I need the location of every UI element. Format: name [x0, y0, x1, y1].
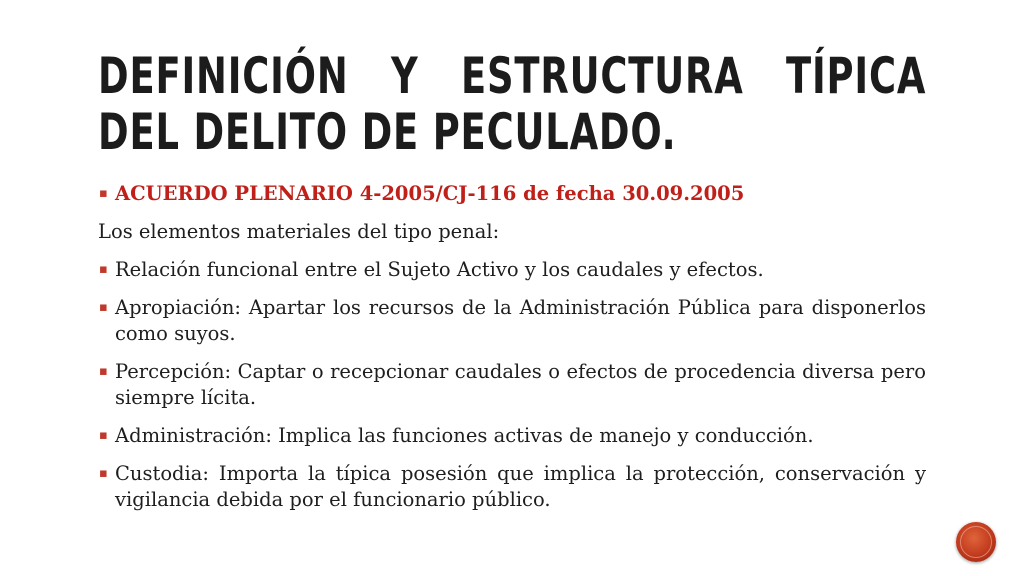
square-bullet-icon: ▪ — [99, 466, 108, 481]
item-text: Relación funcional entre el Sujeto Activo y los caudales y efectos. — [115, 258, 764, 281]
list-item — [98, 423, 926, 449]
square-bullet-icon: ▪ — [99, 364, 108, 379]
square-bullet-icon: ▪ — [99, 186, 108, 201]
item-text: Administración: Implica las funciones activas de manejo y conducción. — [115, 424, 814, 447]
list-item — [98, 359, 926, 411]
list-item — [98, 219, 926, 245]
square-bullet-icon: ▪ — [99, 262, 108, 277]
item-text: ACUERDO PLENARIO 4-2005/CJ-116 de fecha 30.09.2005 — [115, 182, 745, 205]
slide-content — [98, 181, 926, 513]
list-item — [98, 181, 926, 207]
square-bullet-icon: ▪ — [99, 428, 108, 443]
square-bullet-icon: ▪ — [99, 300, 108, 315]
list-item — [98, 295, 926, 347]
list-item — [98, 461, 926, 513]
item-text: Los elementos materiales del tipo penal: — [98, 220, 500, 243]
page-number-badge — [956, 522, 996, 562]
item-text: Percepción: Captar o recepcionar caudales o efectos de procedencia diversa pero siempre lícita. — [115, 360, 926, 409]
item-text: Apropiación: Apartar los recursos de la Administración Pública para disponerlos como suyos. — [115, 296, 926, 345]
slide-title: DEFINICIÓN Y ESTRUCTURA TÍPICA DEL DELITO DE PECULADO. — [98, 47, 927, 161]
item-text: Custodia: Importa la típica posesión que implica la protección, conservación y vigilancia debida por el funcionario público. — [115, 462, 926, 511]
list-item — [98, 257, 926, 283]
